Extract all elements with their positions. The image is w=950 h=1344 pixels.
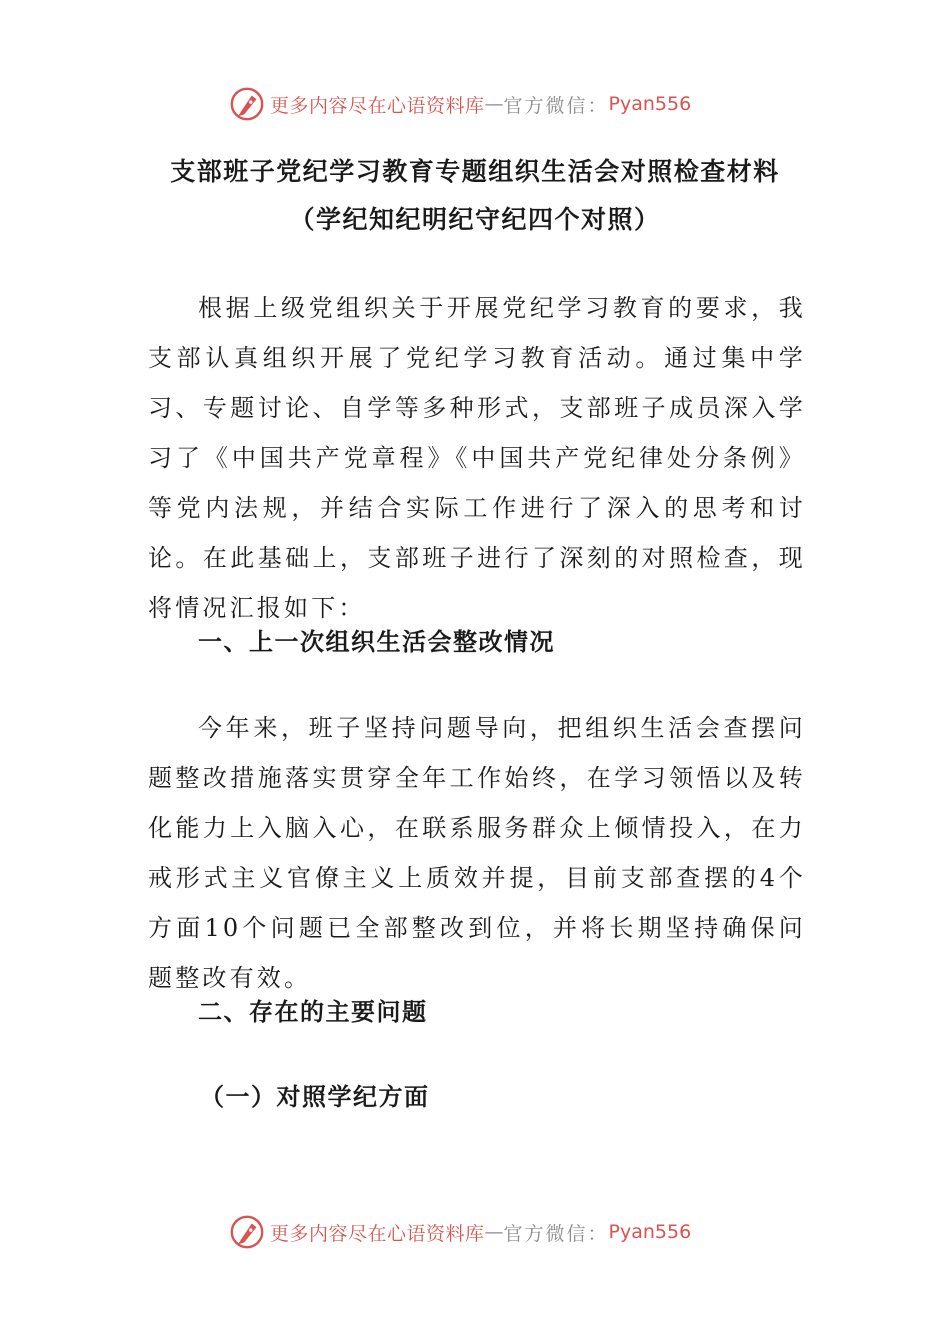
watermark-label: 官方微信： [503,94,609,117]
watermark-wechat-id: Pyan556 [608,93,692,115]
watermark-dash: — [484,1221,504,1243]
watermark-main-text: 更多内容尽在心语资料库 [270,1222,485,1245]
intro-paragraph: 根据上级党组织关于开展党纪学习教育的要求，我支部认真组织开展了党纪学习教育活动。通过集中学习、专题讨论、自学等多种形式，支部班子成员深入学习了《中国共产党章程》《中国共产党纪律处分条例》等党内法规，并结合实际工作进行了深入的思考和讨论。在此基础上，支部班子进行了深刻的对照检查，现将情况汇报如下： [148,294,806,622]
watermark-dash: — [484,93,504,115]
watermark-header [228,84,691,124]
pen-logo-icon [228,1213,266,1251]
section-heading-1: 一、上一次组织生活会整改情况 [198,627,555,656]
watermark-wechat-id: Pyan556 [608,1221,692,1243]
watermark-main-text: 更多内容尽在心语资料库 [270,94,485,117]
subsection-heading-1: （一）对照学纪方面 [200,1082,430,1111]
section-heading-2: 二、存在的主要问题 [198,997,428,1026]
watermark-label: 官方微信： [503,1222,609,1245]
section-1-paragraph: 今年来，班子坚持问题导向，把组织生活会查摆问题整改措施落实贯穿全年工作始终，在学习领悟以及转化能力上入脑入心，在联系服务群众上倾情投入，在力戒形式主义官僚主义上质效并提，目前支部查摆的4个方面10个问题已全部整改到位，并将长期坚持确保问题整改有效。 [148,714,806,992]
watermark-footer [228,1212,691,1252]
document-title: 支部班子党纪学习教育专题组织生活会对照检查材料（学纪知纪明纪守纪四个对照） [170,157,780,234]
pen-logo-icon [228,85,266,123]
